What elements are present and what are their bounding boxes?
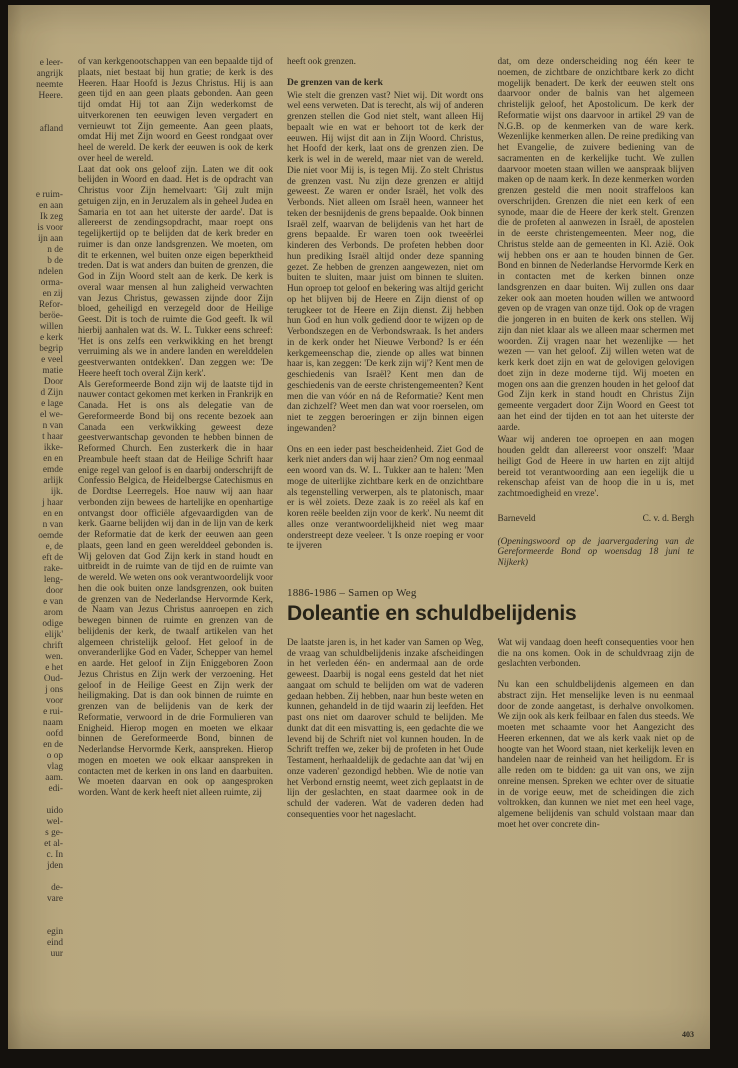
text-block: arlijk — [43, 476, 63, 486]
text-block: beröe- — [39, 311, 63, 321]
text-block: door — [45, 586, 63, 596]
text-block — [8, 795, 63, 806]
text-block: e van — [43, 597, 63, 607]
text-block: egin — [46, 927, 63, 937]
text-block: e lage — [41, 399, 63, 409]
text-block — [8, 905, 63, 916]
text-block: voor — [45, 696, 63, 706]
text-block: ijn aan — [37, 234, 63, 244]
scanned-magazine-page — [8, 5, 710, 1049]
text-block — [8, 157, 63, 168]
text-block: vlag — [46, 762, 63, 772]
text-block: edi- — [48, 784, 63, 794]
text-block: matie — [42, 366, 63, 376]
text-block: n van — [42, 421, 63, 431]
text-block: willen — [39, 322, 63, 332]
article-two-column-b — [498, 638, 695, 831]
text-block: jden — [46, 861, 63, 871]
article-one-column-3 — [498, 57, 695, 569]
text-block: naam — [42, 718, 63, 728]
article-one-column-2-body — [287, 91, 484, 553]
text-block: Refor- — [38, 300, 63, 310]
text-block: t haar — [42, 432, 63, 442]
text-block: Laat dat ook ons geloof zijn. Laten we dit ook belijden in Woord en daad. Het is de opdracht van Christus voor Zijn hemelvaart: 'Gij zult mijn getuigen zijn, en in Jeruzalem als in geheel Judea en Samaria en tot aan het uiterste der aarde'. Dat is allereerst de zendingsopdracht, maar roept ons tegelijkertijd op te belijden dat de kerk breder en ruimer is dan onze landsgrenzen. We moeten, om dit te erkennen, wel buiten onze eigen beperktheid treden. Dat is wat anders dan buiten de grenzen, die God in Zijn Woord stelt aan de kerk. De kerk is overal waar mensen al hun zaligheid verwachten van Jezus Christus, gewassen zijnde door Zijn bloed, geheiligd en verzegeld door de Heilige Geest. Dit is toch de ruimte die God geeft. Ik wil hierbij aanhalen wat ds. W. L. Tukker eens schreef: 'Het is ons zelfs een verkwikking en het brengt verruiming als we in andere landen en werelddelen geestverwanten ontdekken'. Dan zeggen we: 'De Heere heeft toch overal Zijn kerk'. — [78, 164, 273, 379]
text-block: neemte — [36, 80, 63, 90]
text-block: De laatste jaren is, in het kader van Samen op Weg, de vraag van schuldbelijdenis inzake afscheidingen in het verleden één- en andermaal aan de orde geweest. Daarbij is nogal eens gesteld dat het niet aangaat om schuld te belijden om wat de vaderen gedaan hebben. Zij hebben, naar hun beste weten en kunnen, gehandeld in de tijd waarin zij leefden. Het past ons niet om daarover schuld te belijden. Me dunkt dat dit een misvatting is, een gedachte die we levend bij de Schrift niet vol kunnen houden. In de Schrift treffen we, zeker bij de profeten in het Oude Testament, herhaaldelijk de gedachte aan dat 'wij en onze vaderen' gezondigd hebben. Wie de notie van het Verbond ernstig neemt, weet zich geplaatst in de lijn der geslachten, en staat daarmee ook in de schuld der vaderen. Wat de vaderen deden had consequenties voor het nageslacht. — [287, 637, 484, 820]
article-two-columns — [287, 638, 694, 831]
article-two — [287, 587, 694, 831]
text-block: ijk. — [50, 487, 63, 497]
text-block: e het — [45, 663, 63, 673]
text-block: oemde — [38, 531, 63, 541]
text-block: aam. — [45, 773, 63, 783]
text-block: en de — [43, 740, 63, 750]
text-block — [8, 135, 63, 146]
text-block: dat, om deze onderscheiding nog één keer te noemen, de zichtbare de onzichtbare kerk zo dicht mogelijk benadert. De kerk der eeuwen stelt ons daarvoor onder de balnis van het algemeen christelijk geloof, het Apostolicum. De kerk der Reformatie wijst ons daarvoor in artikel 29 van de N.G.B. op de kenmerken van de ware kerk. Wezenlijke kenmerken allen. De reine prediking van het Evangelie, de zuivere bediening van de sacramenten en de kerkelijke tucht. We zullen daarvoor moeten staan willen we aanspraak blijven maken op de naam kerk. In deze kenmerken worden grenzen gesteld die men nooit straffeloos kan overschrijden. Grenzen die niet een kerk of een synode, maar die de Heere der kerk stelt. Grenzen die de profeten al aanwezen in Israël, de apostelen in de eerste christengemeenten. Meer nog, die Christus stelde aan de gemeenten in Kl. Azië. Ook wij hebben ons er aan te houden binnen de Ger. Bond en binnen de Nederlandse Hervormde Kerk en in contacten met de kerken binnen onze landsgrenzen en daar buiten. Wij zullen ons daar zeker ook aan moeten houden willen we antwoord geven op de vragen van onze tijd. Ook op de vragen die jongeren in en buiten de kerk ons stellen. Wij zijn dan niet klaar als we alleen maar schermen met woorden. Zij vragen naar het wezenlijke — het wezen — van het geloof. Zij willen weten wat de kerk kerk doet zijn en wat de gelovigen gelovigen doet zijn in deze moderne tijd. Wij moeten en mogen ons aan die grenzen houden in het geloof dat God Zijn kerk in stand houdt en Christus Zijn gemeente vergadert door Zijn Woord en Geest tot aan het eind der tijden en tot aan het uiterste der aarde. — [497, 57, 694, 433]
text-block — [8, 179, 63, 190]
article-two-column-a — [287, 638, 484, 831]
text-block: en zij — [42, 289, 63, 299]
text-block: vare — [47, 894, 63, 904]
text-block: odige — [42, 619, 63, 629]
text-block: uur — [50, 949, 63, 959]
text-block: ikke- — [43, 443, 63, 453]
text-block: uido — [46, 806, 63, 816]
text-block: afland — [39, 124, 63, 134]
article-one-columns-2-3 — [287, 57, 694, 569]
text-block: Ons en een ieder past bescheidenheid. Ziet God de kerk niet anders dan wij haar zien? Om nog eenmaal een woord van ds. W. L. Tukker aan te halen: 'Men moge de uiterlijke zichtbare kerk en de onzichtbare als tegenstelling verwerpen, als te platonisch, maar er is wèl zoiets. Deze zaak is zo reëel als kaf en koren reële beelden zijn voor de kerk'. Nu neemt dit alles onze verantwoordelijkheid niet weg maar onderstreept deze veeleer. 't Is onze roeping er voor te ijveren — [287, 444, 484, 552]
text-block: en en — [43, 454, 63, 464]
signature-place: Barneveld — [497, 513, 536, 524]
text-block: Wie stelt die grenzen vast? Niet wij. Dit wordt ons wel eens verweten. Dat is terecht, als wij of anderen grenzen stellen die God niet stelt, want alleen Hij bepaalt wie en wat er behoort tot de kerk der eeuwen. Hij wijst dit aan in Zijn Woord. Christus, het Hoofd der kerk, laat ons de grenzen zien. De kerk is wel in de wereld, maar niet van de wereld. Die niet voor Mij is, is tegen Mij. Zo stelt Christus de grenzen vast. Nu zijn deze grenzen er altijd geweest. Ze waren er onder Israël, het volk des Verbonds. Niet alleen om Israël heen, wanneer het teken der besnijdenis de grens bepaalde. Ook binnen Israël zelf, waarvan de belijdenis van het hart de grens bepaalde. Er waren toen ook tweeërlei kinderen des Verbonds. De profeten hebben door hun prediking Israël altijd onder deze spanning gezet. Ze hebben de grenzen aangewezen, niet om buiten te sluiten, maar juist om binnen te sluiten. Hun oproep tot geloof en bekering was altijd gericht op het blijven bij de Heere en Zijn dienst of op terugkeer tot de Heere en Zijn dienst. Zij hebben hun God en hun volk gediend door te wijzen op de Verbondszegen en de Verbondswraak. Is het anders in de kerk onder het Nieuwe Verbond? Is er één kerkgemeenschap die, ziende op alles wat binnen haar is, kan zeggen: 'De kerk zijn wij'? Kent men de geschiedenis van Israël? Kent men dan de geschiedenis van de eerste christengemeenten? Kent men die van vóór en ná de Reformatie? Kent men dan zichzelf? Weet men dan wat voor roerselen, om niet te zeggen beroeringen er zijn binnen eigen ingewanden? — [287, 90, 484, 434]
text-block: eind — [46, 938, 63, 948]
signature-row — [498, 514, 695, 525]
text-block: orma- — [40, 278, 63, 288]
column-lead-line: heeft ook grenzen. — [287, 57, 356, 67]
text-block: eft de — [42, 553, 63, 563]
text-block: ndelen — [38, 267, 63, 277]
page-content — [78, 57, 694, 1039]
text-block — [8, 113, 63, 124]
text-block: of van kerkgenootschappen van een bepaalde tijd of plaats, niet bestaat bij hun gratie; de kerk is des Heeren. Haar Hoofd is Jezus Christus. Hij is aan geen tijd en aan geen plaats gebonden. Aan geen tijd omdat Hij tot aan Zijn wederkomst de uitverkorenen ten eeuwigen leven vergadert en vernieuwt tot Zijn gemeente. Aan geen plaats, omdat Hij met Zijn woord en Geest rondgaat over heel de wereld. De kerk der eeuwen is ook de kerk over heel de wereld. — [78, 57, 273, 164]
right-region — [287, 57, 694, 1039]
gutter-text-fragments — [8, 47, 66, 1007]
text-block: e ruim- — [35, 190, 63, 200]
article-kicker: 1886-1986 – Samen op Weg — [287, 586, 417, 599]
article-title: Doleantie en schuldbelijdenis — [287, 601, 577, 625]
text-block: emde — [42, 465, 63, 475]
text-block — [8, 168, 63, 179]
text-block: e veel — [41, 355, 63, 365]
text-block: arom — [43, 608, 63, 618]
text-block: Nu kan een schuldbelijdenis algemeen en dan abstract zijn. Het menselijke leven is nu eenmaal door de zonde aangetast, is derhalve onvolkomen. We zijn ook als kerk feilbaar en falen dus steeds. We moeten met schaamte voor het Aangezicht des Heeren erkennen, dat we als kerk vaak niet op de hoogte van het Woord staan, niet kerkelijk leven en handelen naar de reinheid van het heiligdom. Er is alle reden om te bidden: ga uit van ons, we zijn onreine mensen. Spreken we echter over de situatie in de vorige eeuw, met de scheidingen die zich voltrokken, dan kunnen we niet met een heel vage, algemene belijdenis van schuld volstaan maar dan moet het over concrete din- — [497, 680, 694, 830]
text-block: Door — [43, 377, 63, 387]
article-footnote: (Openingswoord op de jaarvergadering van de Gereformeerde Bond op woensdag 18 juni te Nijkerk) — [497, 536, 694, 568]
page-number: 403 — [682, 1030, 694, 1039]
text-block: begrip — [39, 344, 63, 354]
text-block: n de — [47, 245, 63, 255]
text-block — [8, 872, 63, 883]
text-block: e rui- — [43, 707, 63, 717]
text-block: Waar wij anderen toe oproepen en aan mogen houden geldt dan allereerst voor onszelf: 'Maar heiligt God de Heere in uw harten en zijt altijd bereid tot verantwoording aan een iegelijk die u rekenschap afeist van de hoop die in u is, met zachtmoedigheid en vreze'. — [497, 435, 694, 499]
text-block: Wat wij vandaag doen heeft consequenties voor hen die na ons komen. Ook in de schuldvraag zijn de geslachten verbonden. — [497, 637, 694, 670]
text-block: e leer- — [39, 58, 63, 68]
text-block: chrift — [42, 641, 63, 651]
text-block: en aan — [38, 201, 63, 211]
text-block — [8, 916, 63, 927]
text-block: oofd — [45, 729, 63, 739]
text-block: wel- — [46, 817, 63, 827]
article-one-column-1 — [78, 57, 273, 1039]
text-block: Ik zeg — [40, 212, 63, 222]
text-block: o op — [46, 751, 63, 761]
text-block: e, de — [45, 542, 63, 552]
text-block: is voor — [37, 223, 63, 233]
text-block: Oud- — [43, 674, 63, 684]
text-block: Als Gereformeerde Bond zijn wij de laatste tijd in nauwer contact gekomen met kerken in Frankrijk en Canada. Het is ons als delegatie van de Gereformeerde Bond bij ons recente bezoek aan Canada een verkwikking geweest deze geestverwantschap gevonden te hebben binnen de Reformed Church. Een zusterkerk die in haar Preambule heeft staan dat de Heilige Schrift haar enige regel van geloof is en daarbij onderschrijft de Confessio Belgica, de Heidelbergse Catechismus en de Dordtse Leerregels. Hoe nauw wij aan haar verbonden zijn bewees de hartelijke en openhartige ontvangst door officiële afgevaardigden van de kerk. Gaarne belijden wij dan in de lijn van de kerk der Reformatie dat de kerk der eeuwen aan geen plaats, geen land en geen werelddeel gebonden is. Wij geloven dat God Zijn kerk in stand houdt en uitbreidt in de ruimte van de tijd en de ruimte van de wereld. We weten ons ook verantwoordelijk voor hen die ook buiten onze landsgrenzen, ook buiten de grenzen van de Nederlandse Hervormde Kerk, de Naam van Jezus Christus aanroepen en zich bewegen binnen de ruimte en grenzen van de belijdenis der kerk, de twaalf artikelen van het algemeen christelijk geloof. Het geloof in de onveranderlijke God en Vader, Schepper van hemel en aarde. Het geloof in Zijn Eniggeboren Zoon Jezus Christus en Zijn werk der verzoening. Het geloof in de Heilige Geest en Zijn werk der heiligmaking. Dat is dan ook binnen de ruimte en grenzen van de belijdenis van de kerk der Reformatie, verwoord in de drie Formulieren van Enigheid. Hierop mogen en moeten we elkaar binnen de Gereformeerde Bond, binnen de Nederlandse Hervormde Kerk, aanspreken. Hierop mogen en moeten we ook elkaar aanspreken in contacten met de kerken in ons land en daarbuiten. We moeten daarvan en ook op aangesproken worden. Want de kerk heeft niet alleen ruimte, zij — [78, 379, 273, 798]
text-block — [8, 102, 63, 113]
text-block: d Zijn — [40, 388, 63, 398]
text-block: b de — [47, 256, 63, 266]
text-block: el we- — [40, 410, 63, 420]
text-block: s ge- — [45, 828, 63, 838]
text-block: rake- — [43, 564, 63, 574]
article-one-column-2 — [287, 57, 484, 569]
text-block — [8, 47, 63, 58]
text-block: leng- — [43, 575, 63, 585]
text-block: n van — [42, 520, 63, 530]
text-block: wen. — [45, 652, 63, 662]
text-block: Heere. — [38, 91, 63, 101]
text-block: angrijk — [36, 69, 63, 79]
signature-author: C. v. d. Bergh — [642, 513, 694, 524]
text-block: elijk' — [44, 630, 63, 640]
section-heading: De grenzen van de kerk — [287, 77, 383, 88]
text-block: en en — [43, 509, 63, 519]
text-block: de- — [51, 883, 63, 893]
article-one-column-3-body — [498, 57, 695, 500]
text-block — [8, 146, 63, 157]
text-block: c. In — [46, 850, 63, 860]
text-block: et al- — [44, 839, 63, 849]
text-block: e kerk — [40, 333, 63, 343]
text-block: j haar — [42, 498, 63, 508]
text-block: j ons — [45, 685, 63, 695]
